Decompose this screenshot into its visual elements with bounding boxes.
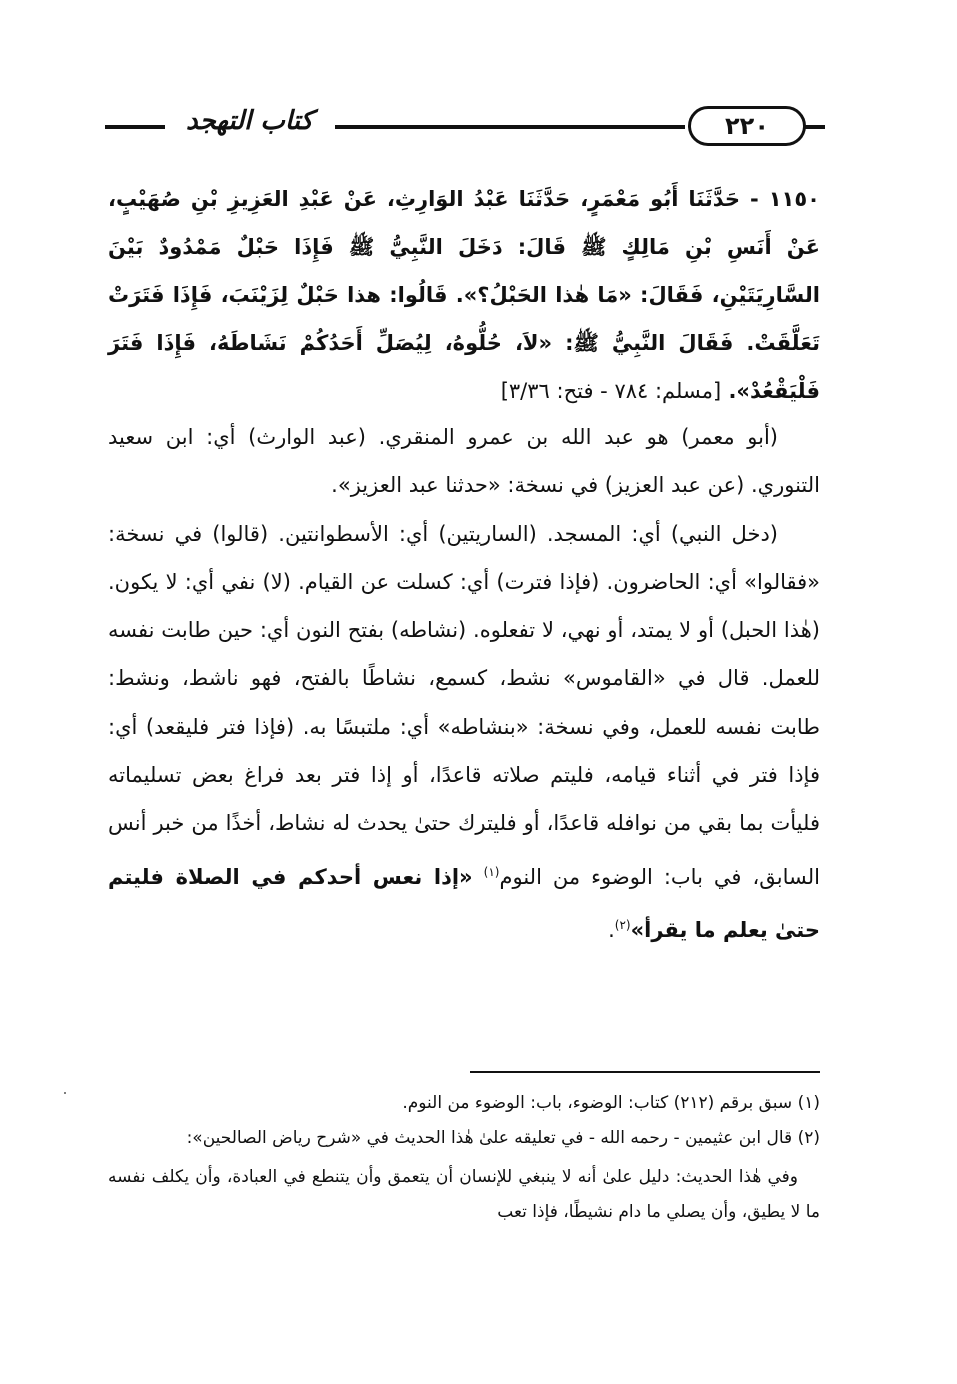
footnote-marker: (٢)	[614, 917, 631, 932]
commentary-paragraph: (أبو معمر) هو عبد الله بن عمرو المنقري. (عبد الوارث) أي: ابن سعيد التنوري. (عن عبد العزيز) في نسخة: «حدثنا عبد العزيز».	[108, 425, 820, 498]
header-rule	[105, 125, 165, 129]
hadith-text	[108, 175, 820, 415]
hadith-body: ١١٥٠ - حَدَّثَنَا أَبُو مَعْمَرٍ، حَدَّثَنَا عَبْدُ الوَارِثِ، عَنْ عَبْدِ العَزِيزِ بْنِ صُهَيْبٍ، عَنْ أَنَسِ بْنِ مَالِكٍ ﷺ قَالَ: دَخَلَ النَّبِيُّ ﷺ فَإِذَا حَبْلٌ مَمْدُودٌ بَيْنَ السَّارِيَتَيْنِ، فَقَالَ: «مَا هٰذا الحَبْلُ؟». قَالُوا: هذا حَبْلٌ لِزَيْنَبَ، فَإِذَا فَتَرَتْ تَعَلَّقَتْ. فَقَالَ النَّبِيُّ ﷺ: «لاَ، حُلُّوهُ، لِيُصَلِّ أَحَدُكُمْ نَشَاطَهُ، فَإِذَا فَتَرَ فَلْيَقْعُدْ».	[108, 187, 820, 403]
header-rule	[805, 125, 825, 129]
margin-mark	[64, 1092, 66, 1094]
footnote-1: (١) سبق برقم (٢١٢) كتاب: الوضوء، باب: الوضوء من النوم.	[402, 1093, 820, 1113]
commentary-paragraph	[108, 510, 820, 955]
header-rule	[335, 125, 685, 129]
book-title: كتاب التهجد	[185, 106, 314, 136]
footnotes	[108, 1086, 820, 1230]
footnote-2: (٢) قال ابن عثيمين - رحمه الله - في تعليقه علىٰ هٰذا الحديث في «شرح رياض الصالحين»:	[186, 1128, 820, 1148]
quoted-hadith: «إذا نعس أحدكم في الصلاة فليتم حتىٰ يعلم ما يقرأ»	[108, 864, 820, 942]
footnote-marker: (١)	[483, 864, 500, 879]
commentary	[108, 413, 820, 954]
commentary-text: (دخل النبي) أي: المسجد. (الساريتين) أي: الأسطوانتين. (قالوا) في نسخة: «فقالوا» أي: الحاضرون. (فإذا فترت) أي: كسلت عن القيام. (لا) نفي أي: لا يكون. (هٰذا الحبل) أو لا يمتد، أو نهي، لا تفعلوه. (نشاطه) بفتح النون أي: حين طابت نفسه للعمل. قال في «القاموس» نشط، كسمع، نشاطًا بالفتح، فهو ناشط، ونشط: طابت نفسه للعمل، وفي نسخة: «بنشاطه» أي: ملتبسًا به. (فإذا فتر فليقعد) أي: فإذا فتر في أثناء قيامه، فليتم صلاته قاعدًا، أو إذا فتر بعد فراغ بعض تسليماته فليأت بما بقي من نوافله قاعدًا، أو فليترك حتىٰ يحدث له نشاط، أخذًا من خبر أنس السابق، في باب: الوضوء من النوم	[108, 521, 820, 889]
page-header	[105, 98, 825, 158]
sentence-end: .	[608, 917, 615, 942]
footnote-divider	[470, 1071, 820, 1073]
footnote-2-body: وفي هٰذا الحديث: دليل علىٰ أنه لا ينبغي للإنسان أن يتعمق وأن يتنطع في العبادة، وأن يكلف نفسه ما لا يطيق، وأن يصلي ما دام نشيطًا، فإذا تعب	[108, 1167, 820, 1222]
hadith-reference: [مسلم: ٧٨٤ - فتح: ٣/٣٦]	[500, 379, 722, 403]
page-number-badge: ٢٢٠	[688, 106, 806, 146]
